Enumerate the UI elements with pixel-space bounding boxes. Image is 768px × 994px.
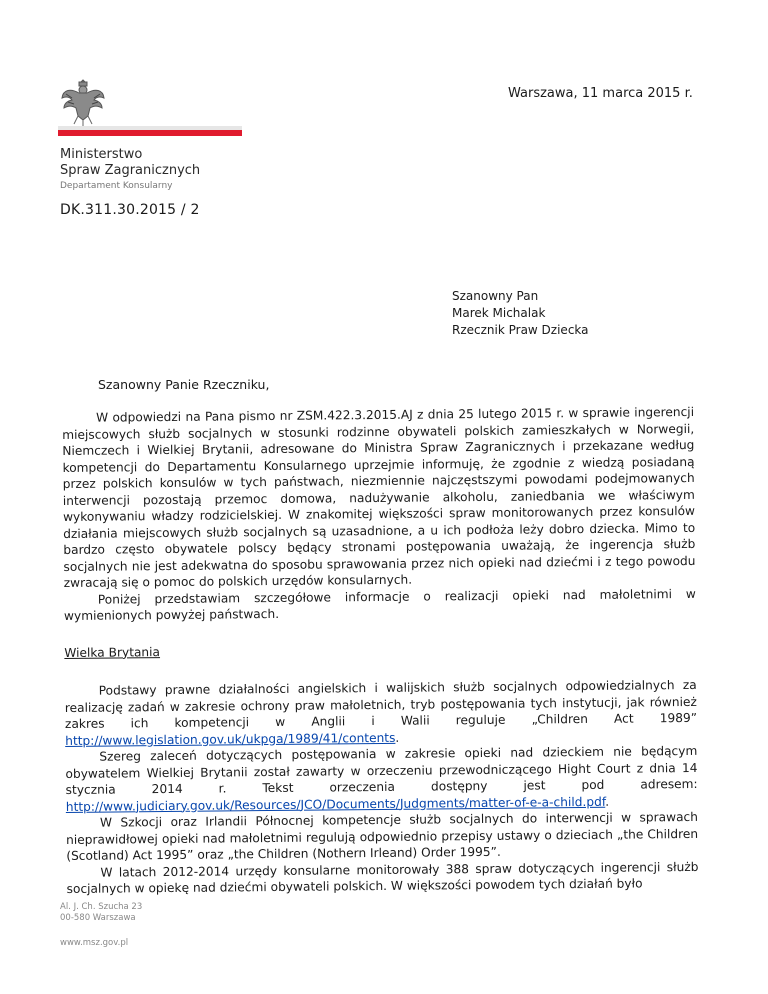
salutation: Szanowny Panie Rzeczniku, [98, 377, 270, 392]
ministry-name [60, 147, 200, 179]
paragraph-4-text: Szereg zaleceń dotyczących postępowania w zakresie opieki nad dzieckiem nie będącym obywatelem Wielkiej Brytanii został zawarty w orzeczeniu przewodniczącego Hight Court z dnia 14 stycznia 2014 r. Tekst orzeczenia dostępny jest pod adresem: [65, 743, 698, 797]
paragraph-5: W Szkocji oraz Irlandii Północnej kompetencje służb socjalnych do interwencji w sprawach nieprawidłowej opieki nad małoletnimi regulują odpowiednio przepisy ustawy o dzieciach „the Children (Scotland) Act 1995” oraz „the Children (Nothern Irleand) Order 1995”. [66, 809, 699, 863]
addressee-line-1: Szanowny Pan [452, 289, 539, 303]
ministry-line-2: Spraw Zagranicznych [60, 163, 201, 178]
addressee-line-2: Marek Michalak [452, 306, 546, 320]
flag-red-stripe [58, 130, 242, 136]
legislation-link[interactable]: http://www.legislation.gov.uk/ukpga/1989/41/contents [65, 730, 396, 748]
addressee-block [452, 288, 589, 339]
letter-body [62, 404, 699, 898]
footer-address-line-2: 00-580 Warszawa [60, 913, 136, 923]
judgment-link[interactable]: http://www.judiciary.gov.uk/Resources/JCO/Documents/Judgments/matter-of-e-a-child.pdf [65, 794, 606, 814]
footer-address-line-1: Al. J. Ch. Szucha 23 [60, 902, 143, 912]
paragraph-4: Szereg zaleceń dotyczących postępowania w zakresie opieki nad dzieckiem nie będącym obywatelem Wielkiej Brytanii został zawarty w orzeczeniu przewodniczącego Hight Court z dnia 14 stycznia 2014 r. Tekst orzeczenia dostępny jest pod adresem: http://www.judiciary.gov.uk/Resources/JCO/Documents/Judgments/matter-of-e-a-child.pdf. [65, 743, 698, 814]
polish-eagle-emblem-icon [60, 76, 106, 128]
addressee-line-3: Rzecznik Praw Dziecka [452, 323, 589, 337]
footer [60, 902, 142, 949]
paragraph-1: W odpowiedzi na Pana pismo nr ZSM.422.3.2015.AJ z dnia 25 lutego 2015 r. w sprawie ingerencji miejscowych służb socjalnych w stosunki rodzinne obywateli polskich zamieszkałych w Norwegii, Niemczech i Wielkiej Brytanii, adresowane do Ministra Spraw Zagranicznych i przekazane według kompetencji do Departamentu Konsularnego uprzejmie informuję, że zgodnie z wiedzą posiadaną przez polskich konsulów w tych państwach, niezmiennie najczęstszymi powodami podejmowanych interwencji pozostają przemoc domowa, nadużywanie alkoholu, zaniedbania we właściwym wykonywaniu władzy rodzicielskiej. W znakomitej większości spraw monitorowanych przez konsulów działania miejscowych służb socjalnych są uzasadnione, a u ich podłoża leży dobro dziecka. Mimo to bardzo często obywatele polscy będący stronami postępowania uważają, że ingerencja służb socjalnych nie jest adekwatna do sposobu sprawowania przez nich opieki nad dziećmi i z tego powodu zwracają się o pomoc do polskich urzędów konsularnych. [62, 404, 696, 590]
footer-website[interactable]: www.msz.gov.pl [60, 938, 129, 948]
ministry-line-1: Ministerstwo [60, 147, 143, 162]
flag-bar [58, 126, 242, 136]
paragraph-3-text: Podstawy prawne działalności angielskich i walijskich służb socjalnych odpowiedzialnych za realizację zadań w zakresie ochrony praw małoletnich, tryb postępowania tych instytucji, jak również zakres ich kompetencji w Anglii i Walii reguluje „Children Act 1989” [64, 677, 698, 731]
paragraph-3: Podstawy prawne działalności angielskich i walijskich służb socjalnych odpowiedzialnych za realizację zadań w zakresie ochrony praw małoletnich, tryb postępowania tych instytucji, jak również zakres ich kompetencji w Anglii i Walii reguluje „Children Act 1989” http://www.legislation.gov.uk/ukpga/1989/41/contents. [64, 677, 698, 748]
paragraph-2: Poniżej przedstawiam szczegółowe informacje o realizacji opieki nad małoletnimi w wymienionych powyżej państwach. [63, 586, 696, 623]
letter-date: Warszawa, 11 marca 2015 r. [508, 86, 693, 101]
reference-number: DK.311.30.2015 / 2 [60, 202, 200, 218]
department-name: Departament Konsularny [60, 181, 173, 191]
paragraph-6: W latach 2012-2014 urzędy konsularne monitorowały 388 spraw dotyczących ingerencji służb socjalnych w opiekę nad dziećmi obywateli polskich. W większości powodem tych działań było [66, 859, 699, 896]
section-heading: Wielka Brytania [64, 644, 161, 660]
